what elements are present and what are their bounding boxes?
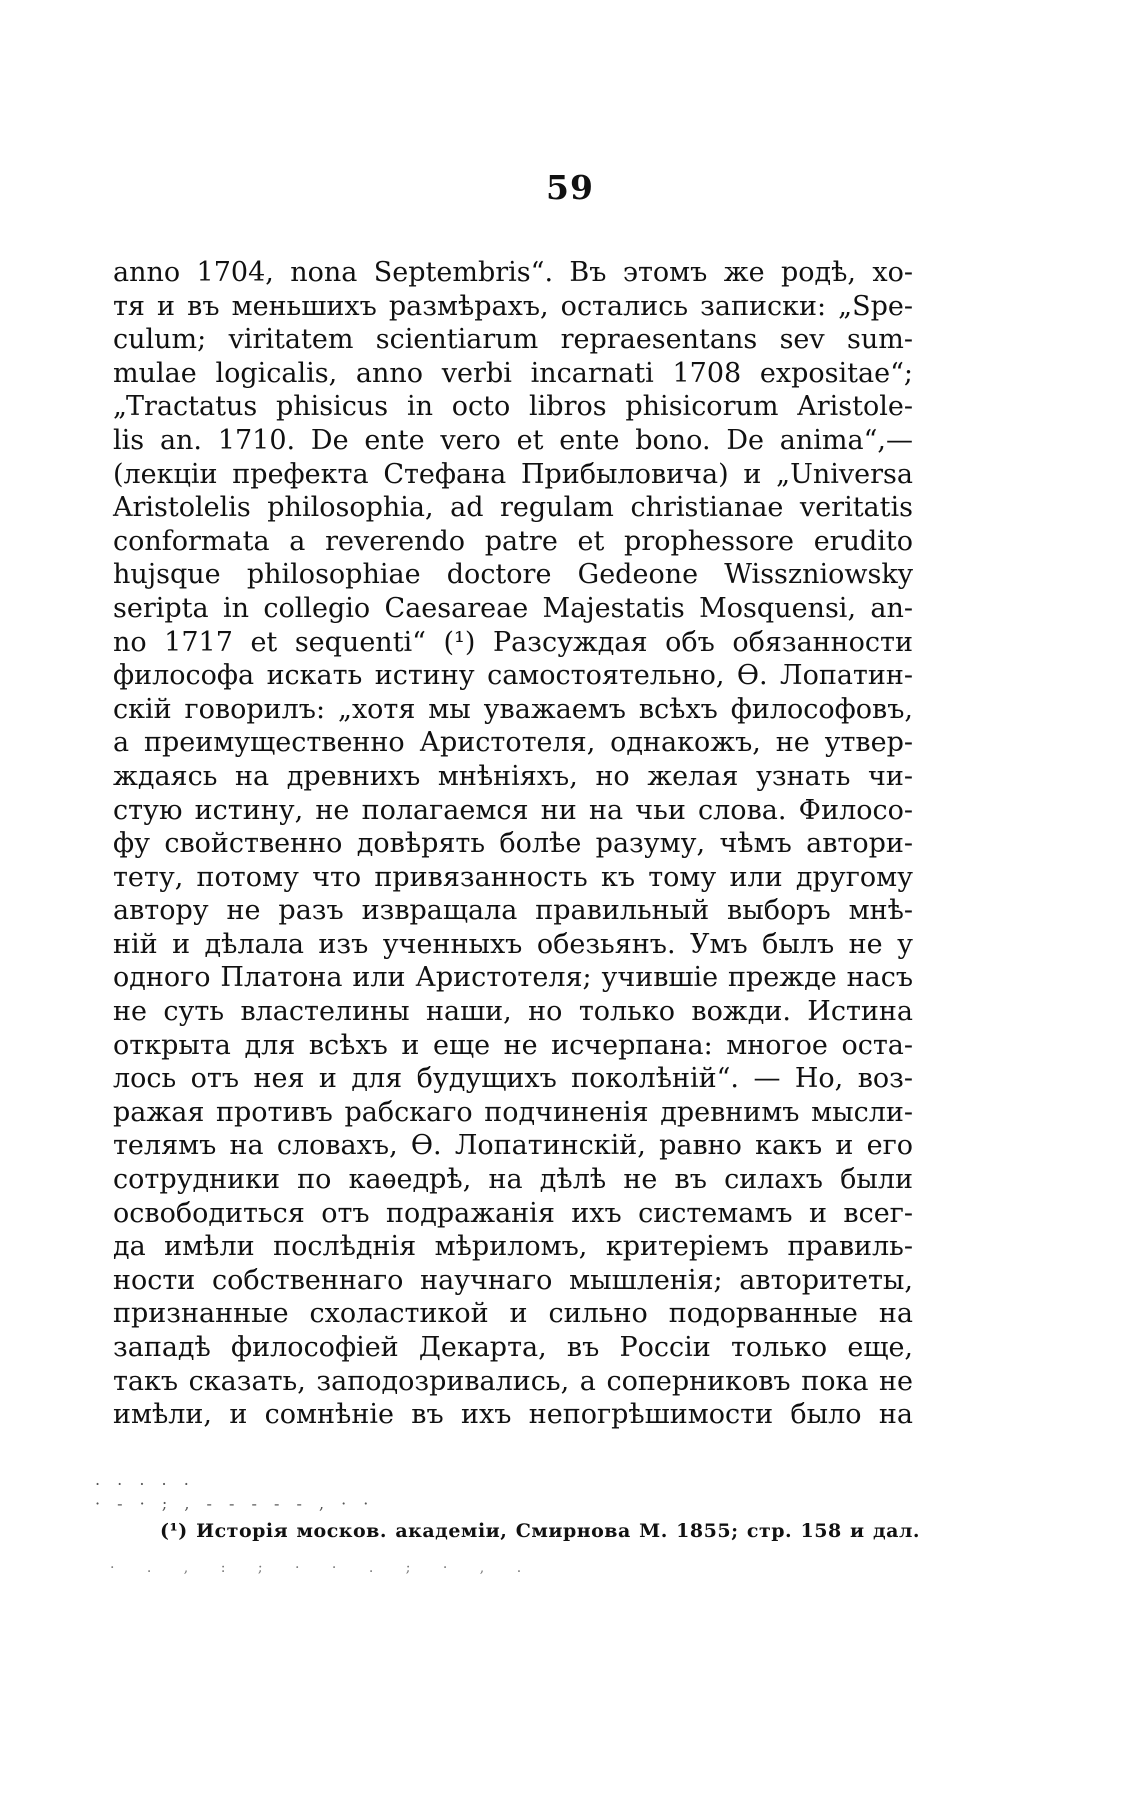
- text-line: Aristolelis philosophia, ad regulam christianae veritatis: [113, 492, 913, 524]
- text-line: тету, потому что привязанность къ тому или другому: [113, 861, 913, 893]
- text-line: mulae logicalis, anno verbi incarnati 1708 expositae“;: [113, 357, 913, 389]
- text-line: лось отъ нея и для будущихъ поколѣній“. — Но, воз-: [113, 1063, 913, 1095]
- text-line: (лекціи префекта Стефана Прибыловича) и „Universa: [113, 458, 913, 490]
- text-line: такъ сказать, заподозривались, а соперниковъ пока не: [113, 1365, 913, 1397]
- text-line: открыта для всѣхъ и еще не исчерпана: многое оста-: [113, 1029, 913, 1061]
- text-line: имѣли, и сомнѣніе въ ихъ непогрѣшимости было на: [113, 1399, 913, 1431]
- footnote: (¹) Исторія москов. академіи, Смирнова М. 1855; стр. 158 и дал.: [160, 1520, 920, 1542]
- page-number: 59: [546, 168, 594, 207]
- text-line: телямъ на словахъ, Ѳ. Лопатинскій, равно какъ и его: [113, 1130, 913, 1162]
- scan-noise: . . . . . · ‑ · ; , ‑ ‑ ‑ ‑ ‑ , · ·: [95, 1470, 375, 1513]
- text-line: западѣ философіей Декарта, въ Россіи только еще,: [113, 1332, 913, 1363]
- text-line: скій говорилъ: „хотя мы уважаемъ всѣхъ философовъ,: [113, 693, 913, 725]
- text-line: ній и дѣлала изъ ученныхъ обезьянъ. Умъ былъ не у: [113, 928, 913, 960]
- text-line: hujsque philosophiae doctore Gedeone Wissznіowsky: [113, 559, 913, 591]
- text-line: не суть властелины наши, но только вожди. Истина: [113, 996, 913, 1028]
- text-line: да имѣли послѣднія мѣриломъ, критеріемъ правиль-: [113, 1231, 913, 1263]
- text-line: признанные схоластикой и сильно подорванные на: [113, 1298, 913, 1330]
- text-line: одного Платона или Аристотеля; учившіе прежде насъ: [113, 962, 913, 994]
- body-text: [113, 256, 913, 1432]
- text-line: автору не разъ извращала правильный выборъ мнѣ-: [113, 895, 913, 927]
- text-line: anno 1704, nona Septembris“. Въ этомъ же родѣ, хо-: [113, 257, 913, 288]
- text-line: тя и въ меньшихъ размѣрахъ, остались записки: „Spe-: [113, 290, 913, 322]
- text-line: философа искать истину самостоятельно, Ѳ. Лопатин-: [113, 660, 913, 692]
- text-line: ности собственнаго научнаго мышленія; авторитеты,: [113, 1264, 913, 1296]
- text-line: ражая противъ рабскаго подчиненія древнимъ мысли-: [113, 1096, 913, 1128]
- text-line: стую истину, не полагаемся ни на чьи слова. Филосо-: [113, 794, 913, 826]
- text-line: сотрудники по каѳедрѣ, на дѣлѣ не въ силахъ были: [113, 1164, 913, 1196]
- text-line: ждаясь на древнихъ мнѣніяхъ, но желая узнать чи-: [113, 760, 913, 792]
- text-line: seripta in collegio Caesareae Majestatis Mosquensi, an-: [113, 592, 913, 624]
- text-line: no 1717 et sequenti“ (¹) Разсуждая объ обязанности: [113, 626, 913, 658]
- text-line: conformata a reverendo patre et prophessore erudito: [113, 525, 913, 557]
- text-line: а преимущественно Аристотеля, однакожъ, не утвер-: [113, 727, 913, 759]
- text-line: фу свойственно довѣрять болѣе разуму, чѣмъ автори-: [113, 828, 913, 860]
- scan-noise: · . , : ; · · . ; · , .: [110, 1560, 536, 1576]
- text-line: culum; viritatem scientiarum repraesentans sev sum-: [113, 324, 913, 356]
- text-line: „Tractatus phisicus in octo libros phisicorum Aristole-: [113, 391, 913, 423]
- text-line: освободиться отъ подражанія ихъ системамъ и всег-: [113, 1197, 913, 1229]
- text-line: lis an. 1710. De ente vero et ente bono. De anima“,—: [113, 424, 913, 456]
